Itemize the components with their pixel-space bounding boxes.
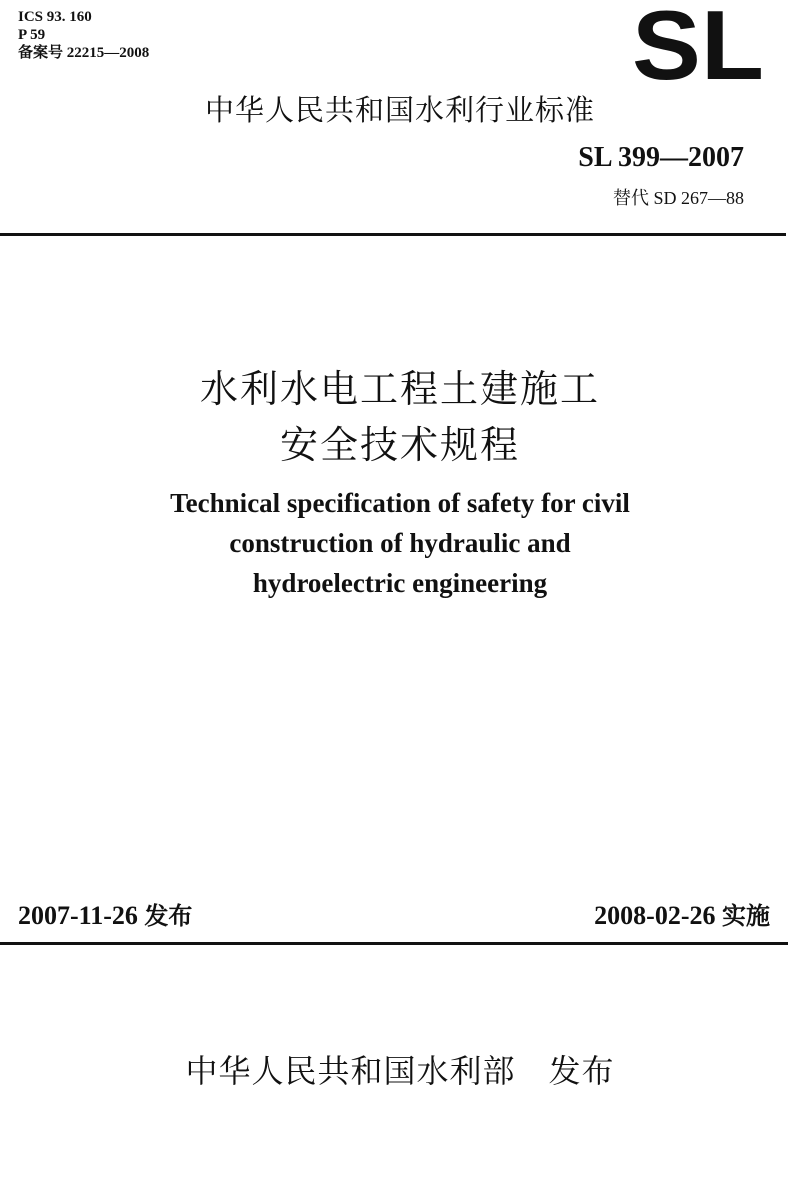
sl-logo-text: SL (632, 6, 764, 84)
effective-date: 2008-02-26 (594, 901, 716, 930)
p-code: P 59 (18, 27, 46, 43)
title-en-line-1: Technical specification of safety for civil (170, 488, 630, 518)
replaces-standard: 替代 SD 267—88 (612, 188, 744, 208)
bottom-divider (0, 942, 788, 945)
issue-date: 2007-11-26 (18, 901, 138, 930)
standard-category: 中华人民共和国水利行业标准 (204, 93, 595, 127)
effective-label: 实施 (722, 902, 770, 930)
top-divider (0, 233, 786, 236)
title-en-line-2: construction of hydraulic and (229, 528, 571, 558)
issue-date-block (18, 896, 192, 931)
issuing-authority: 中华人民共和国水利部 发布 (185, 1052, 615, 1090)
ics-code: ICS 93. 160 (18, 9, 92, 25)
title-zh-line-1: 水利水电工程土建施工 (199, 367, 600, 411)
title-zh-line-2: 安全技术规程 (279, 423, 520, 467)
issue-label: 发布 (144, 902, 193, 930)
standard-number: SL 399—2007 (578, 142, 744, 173)
classification-codes (18, 8, 149, 62)
record-number: 备案号 22215—2008 (18, 45, 150, 61)
effective-date-block (594, 896, 770, 931)
title-en-line-3: hydroelectric engineering (252, 568, 548, 598)
sl-logo (630, 6, 766, 84)
